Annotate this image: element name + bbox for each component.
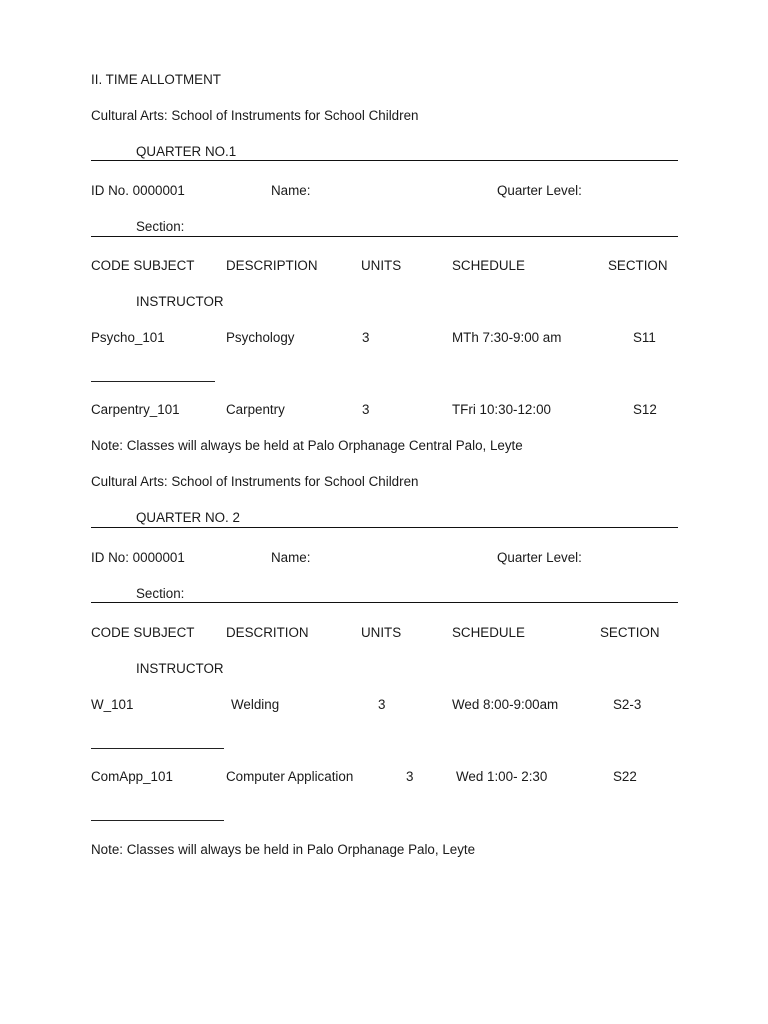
q1-note: Note: Classes will always be held at Palo Orphanage Central Palo, Leyte bbox=[91, 438, 523, 453]
q2-header-code: CODE SUBJECT bbox=[91, 625, 195, 640]
q1-quarter-label: QUARTER NO.1 bbox=[136, 144, 237, 159]
q1-header-units: UNITS bbox=[361, 258, 402, 273]
q1-header-code: CODE SUBJECT bbox=[91, 258, 195, 273]
q2-row1-units: 3 bbox=[378, 697, 386, 712]
q1-section-label: Section: bbox=[136, 219, 185, 234]
section-heading: II. TIME ALLOTMENT bbox=[91, 72, 221, 87]
q1-name-label: Name: bbox=[271, 183, 311, 198]
q1-header-schedule: SCHEDULE bbox=[452, 258, 525, 273]
q2-quarter-label: QUARTER NO. 2 bbox=[136, 510, 240, 525]
q2-instructor-blank-1 bbox=[91, 748, 224, 749]
q1-row2-description: Carpentry bbox=[226, 402, 285, 417]
q1-program-title: Cultural Arts: School of Instruments for School Children bbox=[91, 108, 419, 123]
q2-header-schedule: SCHEDULE bbox=[452, 625, 525, 640]
q2-row1-section: S2-3 bbox=[613, 697, 642, 712]
q2-header-instructor: INSTRUCTOR bbox=[136, 661, 224, 676]
q1-header-description: DESCRIPTION bbox=[226, 258, 318, 273]
q1-row1-units: 3 bbox=[362, 330, 370, 345]
q1-row1-section: S11 bbox=[633, 330, 656, 345]
q1-instructor-blank bbox=[91, 381, 215, 382]
q1-row2-code: Carpentry_101 bbox=[91, 402, 180, 417]
q1-row2-units: 3 bbox=[362, 402, 370, 417]
q2-row1-schedule: Wed 8:00-9:00am bbox=[452, 697, 559, 712]
q2-row2-schedule: Wed 1:00- 2:30 bbox=[456, 769, 548, 784]
q1-bottom-rule bbox=[91, 236, 678, 237]
q2-header-description: DESCRITION bbox=[226, 625, 309, 640]
q2-row2-units: 3 bbox=[406, 769, 414, 784]
q1-row2-section: S12 bbox=[633, 402, 657, 417]
q2-header-units: UNITS bbox=[361, 625, 402, 640]
q2-row2-code: ComApp_101 bbox=[91, 769, 173, 784]
q2-name-label: Name: bbox=[271, 550, 311, 565]
q1-header-section: SECTION bbox=[608, 258, 668, 273]
q1-row1-description: Psychology bbox=[226, 330, 295, 345]
q1-header-instructor: INSTRUCTOR bbox=[136, 294, 224, 309]
q1-row1-schedule: MTh 7:30-9:00 am bbox=[452, 330, 562, 345]
q2-top-rule bbox=[91, 527, 678, 528]
q2-row1-description: Welding bbox=[231, 697, 280, 712]
q1-row2-schedule: TFri 10:30-12:00 bbox=[452, 402, 551, 417]
q2-row2-section: S22 bbox=[613, 769, 637, 784]
q2-bottom-rule bbox=[91, 602, 678, 603]
q2-header-section: SECTION bbox=[600, 625, 660, 640]
q1-top-rule bbox=[91, 160, 678, 161]
q2-instructor-blank-2 bbox=[91, 820, 224, 821]
q2-row2-description: Computer Application bbox=[226, 769, 354, 784]
q1-row1-code: Psycho_101 bbox=[91, 330, 165, 345]
q2-id-label: ID No: 0000001 bbox=[91, 550, 185, 565]
q2-level-label: Quarter Level: bbox=[497, 550, 582, 565]
q1-id-label: ID No. 0000001 bbox=[91, 183, 185, 198]
q2-note: Note: Classes will always be held in Palo Orphanage Palo, Leyte bbox=[91, 842, 476, 857]
q2-row1-code: W_101 bbox=[91, 697, 134, 712]
q2-section-label: Section: bbox=[136, 586, 185, 601]
q1-level-label: Quarter Level: bbox=[497, 183, 582, 198]
q2-program-title: Cultural Arts: School of Instruments for School Children bbox=[91, 474, 419, 489]
